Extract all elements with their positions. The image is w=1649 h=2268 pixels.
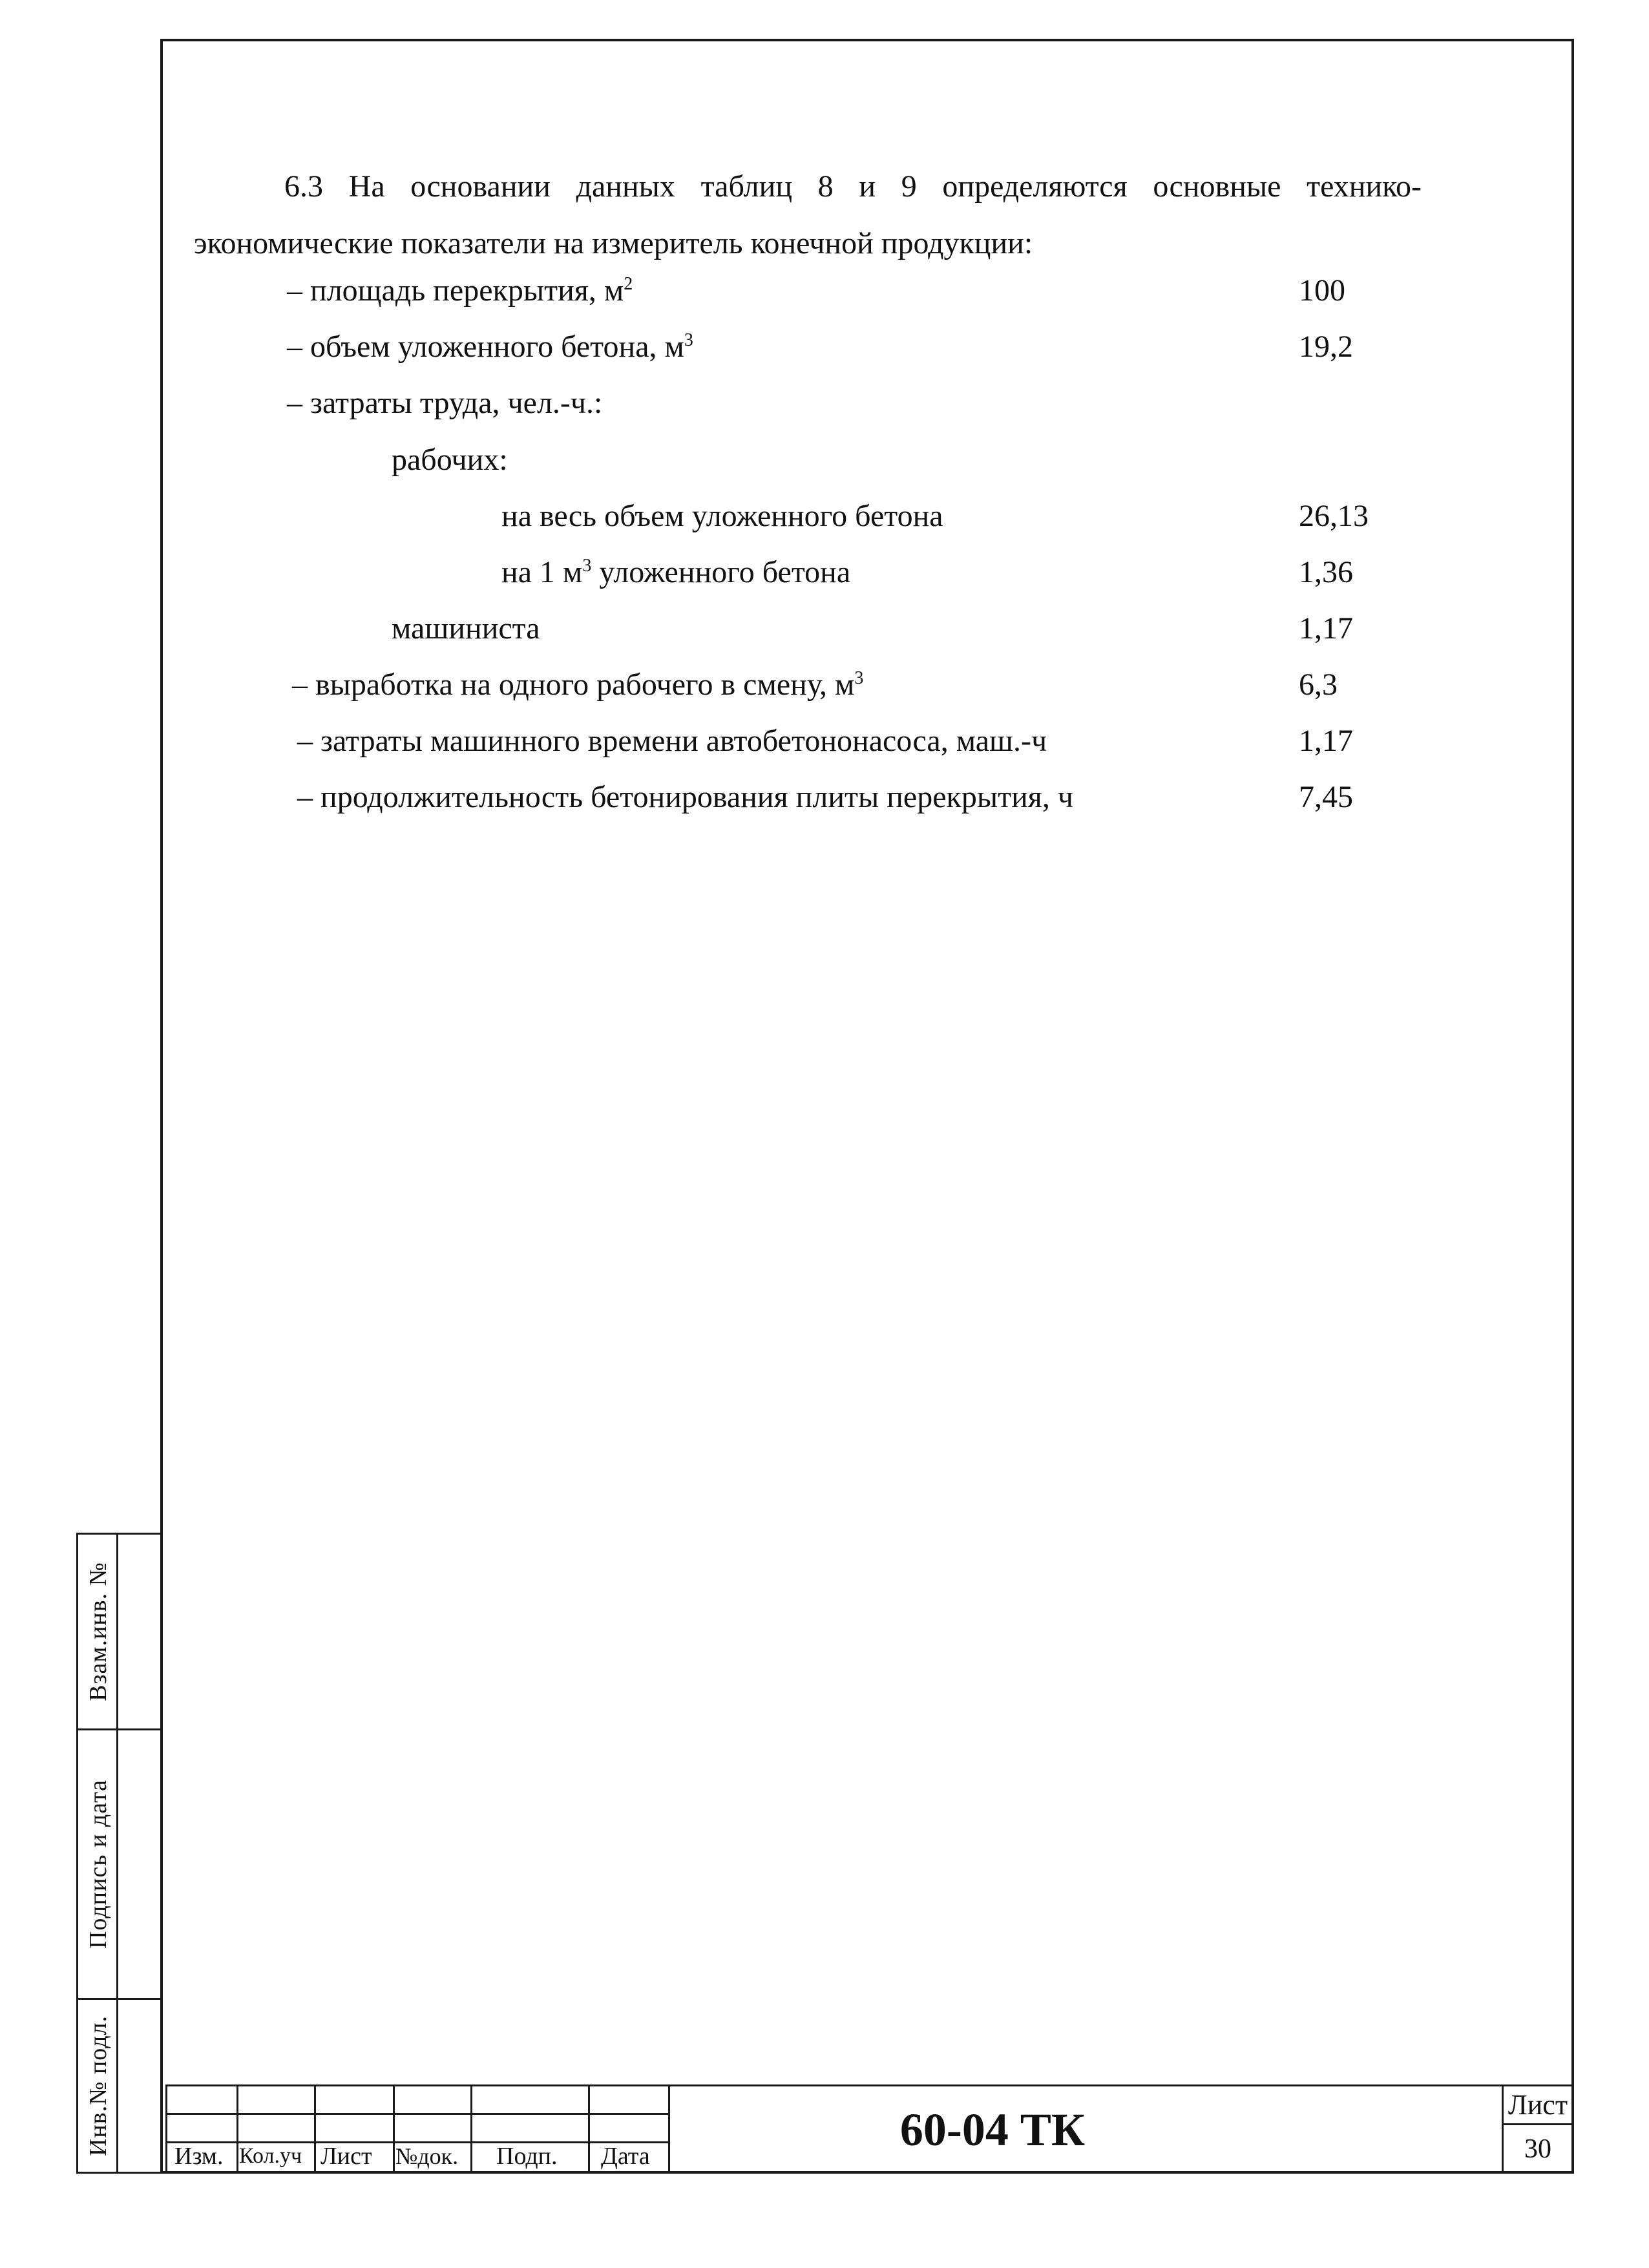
indicator-value-per-m3: 1,36 bbox=[1299, 555, 1353, 589]
indicator-label-machine-time: – затраты машинного времени автобетононасоса, маш.-ч bbox=[297, 724, 1047, 758]
indicator-value-operator: 1,17 bbox=[1299, 611, 1353, 646]
side-cell-signature-date bbox=[76, 1728, 163, 2000]
side-stamp-strip bbox=[76, 1533, 163, 2174]
indicator-label-concrete-volume: – объем уложенного бетона, $м^3$ bbox=[287, 330, 693, 364]
indicator-value-duration: 7,45 bbox=[1299, 780, 1353, 814]
sheet-number: 30 bbox=[1524, 2134, 1551, 2164]
indicator-label-operator: машиниста bbox=[392, 611, 540, 646]
indicator-value-area: 100 bbox=[1299, 273, 1345, 308]
column-change: Изм. bbox=[174, 2143, 224, 2170]
indicator-value-machine-time: 1,17 bbox=[1299, 724, 1353, 758]
title-block bbox=[165, 2084, 1574, 2174]
indicator-value-total-volume: 26,13 bbox=[1299, 499, 1369, 533]
document-code: 60-04 ТК bbox=[899, 2104, 1086, 2156]
side-cell-inv-original bbox=[76, 1998, 163, 2174]
indicator-label-total-volume: на весь объем уложенного бетона bbox=[501, 499, 943, 533]
indicator-value-output: 6,3 bbox=[1299, 667, 1338, 702]
column-sheet: Лист bbox=[320, 2143, 372, 2170]
column-date: Дата bbox=[601, 2143, 650, 2170]
side-label-signature-date: Подпись и дата bbox=[85, 1779, 112, 1949]
column-qty: Кол.уч bbox=[239, 2144, 302, 2168]
sheet-label: Лист bbox=[1507, 2089, 1568, 2121]
indicator-label-labor: – затраты труда, чел.-ч.: bbox=[287, 386, 603, 420]
intro-paragraph: 6.3 На основании данных таблиц 8 и 9 определяются основные технико-экономические показатели на измеритель конечной продукции: bbox=[194, 169, 1422, 260]
indicator-label-output: – выработка на одного рабочего в смену, $м^3$ bbox=[292, 667, 864, 702]
indicator-label-per-m3: на 1 $м^3$ уложенного бетона bbox=[501, 555, 851, 589]
side-label-replace-inv: Взам.инв. № bbox=[85, 1562, 112, 1701]
column-signature: Подп. bbox=[496, 2143, 558, 2170]
side-cell-replace-inv bbox=[76, 1533, 163, 1730]
column-doc-no: №док. bbox=[395, 2143, 459, 2169]
indicator-value-concrete-volume: 19,2 bbox=[1299, 330, 1353, 364]
indicator-label-area: – площадь перекрытия, $м^2$ bbox=[287, 273, 633, 308]
indicator-label-workers: рабочих: bbox=[392, 443, 508, 477]
side-label-inv-original: Инв.№ подл. bbox=[85, 2015, 112, 2157]
indicator-label-duration: – продолжительность бетонирования плиты перекрытия, ч bbox=[297, 780, 1073, 814]
